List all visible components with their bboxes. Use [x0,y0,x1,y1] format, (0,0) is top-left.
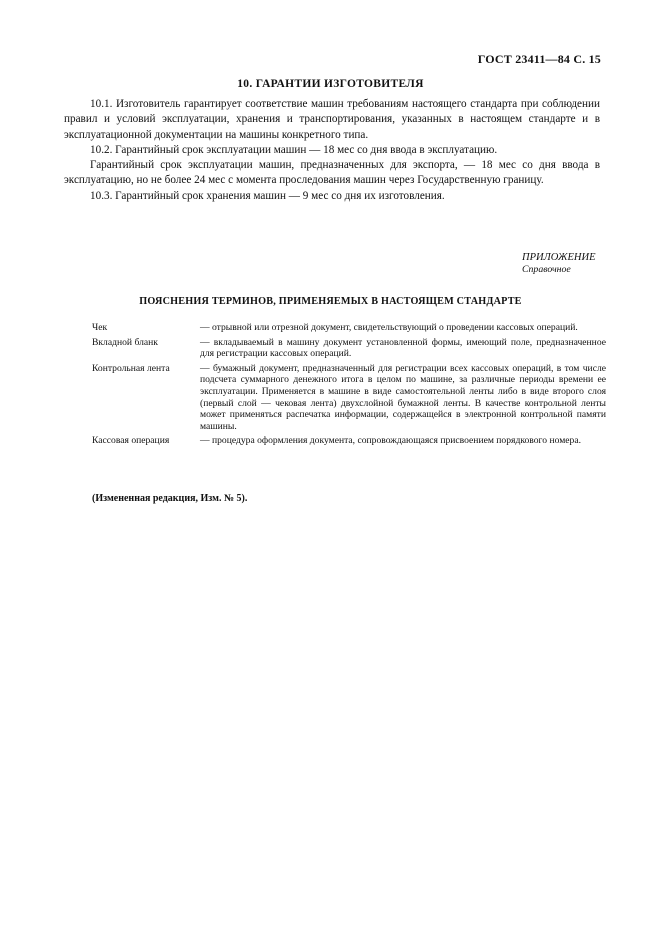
appendix-label: ПРИЛОЖЕНИЕ [522,252,596,263]
term-definition: — отрывной или отрезной документ, свидетельствующий о проведении кассовых операций. [200,322,578,333]
terms-title: ПОЯСНЕНИЯ ТЕРМИНОВ, ПРИМЕНЯЕМЫХ В НАСТОЯЩЕМ СТАНДАРТЕ [139,296,522,307]
term-name: Контрольная лента [92,362,170,374]
paragraph-10-1: 10.1. Изготовитель гарантирует соответствие машин требованиям настоящего стандарта при соблюдении правил и условий эксплуатации, хранения и транспортирования, указанных в настоящем стандарте и в эксплуатационной документации на машины конкретного типа. [64,98,600,141]
term-row [92,363,606,433]
term-name: Чек [92,322,108,333]
term-row [92,435,606,447]
appendix-label-block [522,252,596,276]
term-name: Вкладной бланк [92,336,158,348]
revision-note: (Измененная редакция, Изм. № 5). [92,493,248,504]
term-definition: — процедура оформления документа, сопровождающаяся присвоением порядкового номера. [200,435,581,447]
section-body [64,97,600,204]
term-name: Кассовая операция [92,435,170,447]
term-definition: — вкладываемый в машину документ установленной формы, имеющий поле, предназначенное для регистрации кассовых операций. [200,336,606,360]
term-definition: — бумажный документ, предназначенный для регистрации всех кассовых операций, в том числе подсчета суммарного денежного итога в целом по машине, за различные периоды времени ее эксплуатации. Применяется в машине в виде самостоятельной ленты либо в виде второго слоя (первый слой — чековая лента) двухслойной бумажной ленты. В качестве контрольной ленты может применяться распечатка информации, содержащейся в электронной контрольной памяти машины. [200,362,606,432]
term-row [92,337,606,360]
section-title: 10. ГАРАНТИИ ИЗГОТОВИТЕЛЯ [237,78,424,90]
terms-list [92,322,606,450]
term-row [92,322,606,334]
appendix-type: Справочное [522,264,571,275]
paragraph-export-warranty: Гарантийный срок эксплуатации машин, предназначенных для экспорта, — 18 мес со дня ввода в эксплуатацию, но не более 24 мес с момента проследования машин через Государственную границу. [64,159,600,187]
paragraph-10-3: 10.3. Гарантийный срок хранения машин — 9 мес со дня их изготовления. [90,189,445,202]
paragraph-10-2: 10.2. Гарантийный срок эксплуатации машин — 18 мес со дня ввода в эксплуатацию. [90,143,498,156]
page-header: ГОСТ 23411—84 С. 15 [477,52,601,66]
